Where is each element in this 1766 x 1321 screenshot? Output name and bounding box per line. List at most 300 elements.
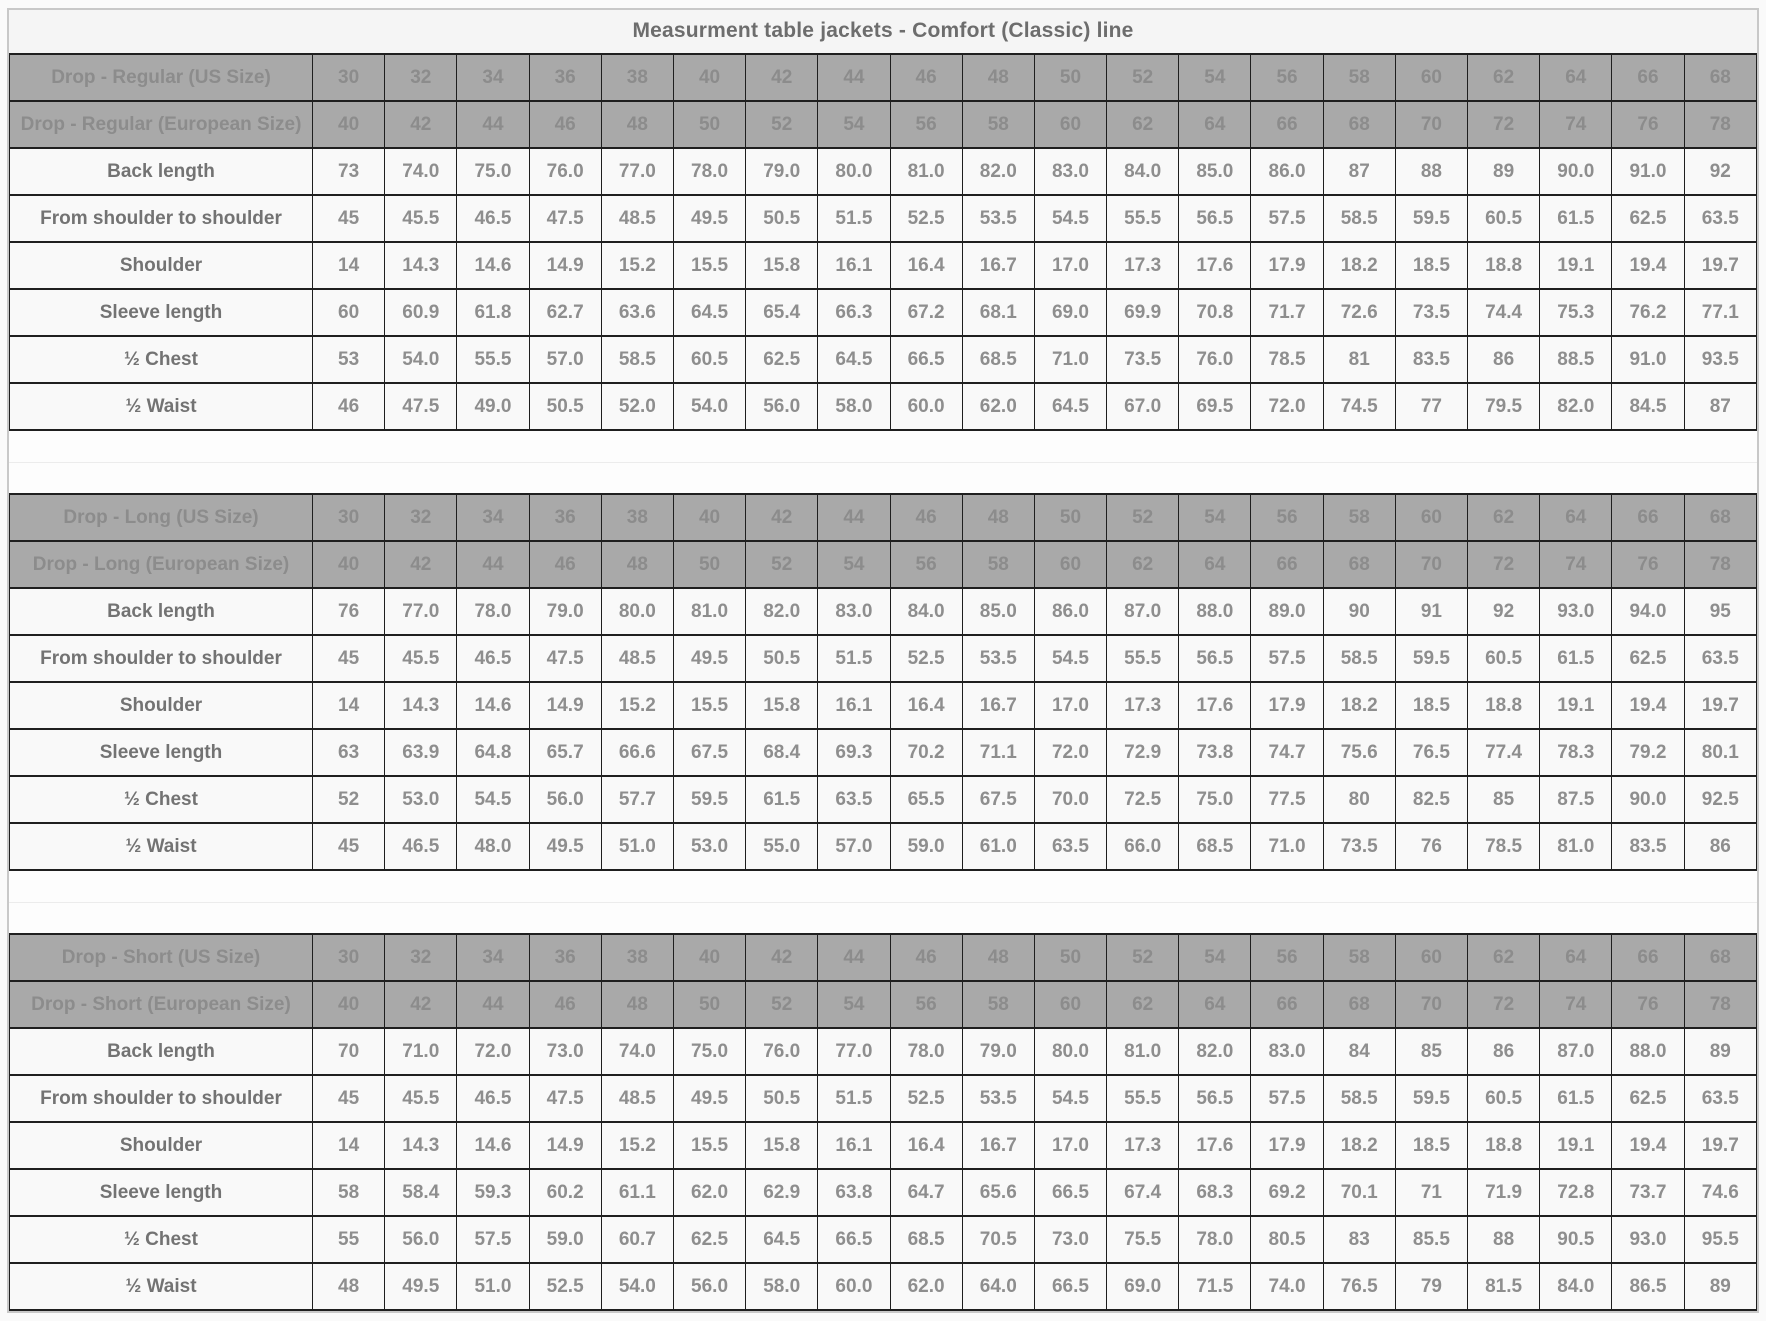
- size-header-cell: 68: [1323, 541, 1395, 588]
- value-cell: 78.5: [1251, 336, 1323, 383]
- value-cell: 62.0: [962, 383, 1034, 430]
- value-cell: 81.0: [890, 148, 962, 195]
- value-cell: 18.2: [1323, 242, 1395, 289]
- value-cell: 93.5: [1684, 336, 1756, 383]
- size-header-cell: 34: [457, 494, 529, 541]
- value-cell: 85.5: [1395, 1216, 1467, 1263]
- value-cell: 17.9: [1251, 242, 1323, 289]
- value-cell: 70.0: [1034, 776, 1106, 823]
- size-header-row-us: [10, 934, 1757, 981]
- value-cell: 58.0: [818, 383, 890, 430]
- measurement-table-drop-short: [9, 933, 1757, 1311]
- value-cell: 79: [1395, 1263, 1467, 1310]
- value-cell: 77: [1395, 383, 1467, 430]
- size-header-cell: 70: [1395, 981, 1467, 1028]
- value-cell: 71.7: [1251, 289, 1323, 336]
- value-cell: 56.0: [746, 383, 818, 430]
- value-cell: 47.5: [529, 635, 601, 682]
- size-header-cell: 72: [1468, 101, 1540, 148]
- value-cell: 16.4: [890, 1122, 962, 1169]
- value-cell: 77.0: [818, 1028, 890, 1075]
- value-cell: 69.0: [1107, 1263, 1179, 1310]
- value-cell: 48.5: [601, 635, 673, 682]
- size-header-cell: 40: [313, 541, 385, 588]
- size-header-cell: 68: [1323, 101, 1395, 148]
- value-cell: 71.0: [385, 1028, 457, 1075]
- value-cell: 54.0: [673, 383, 745, 430]
- value-cell: 47.5: [529, 195, 601, 242]
- row-label: Sleeve length: [10, 289, 313, 336]
- size-header-cell: 56: [1251, 934, 1323, 981]
- value-cell: 49.5: [673, 195, 745, 242]
- value-cell: 87.0: [1107, 588, 1179, 635]
- value-cell: 60.9: [385, 289, 457, 336]
- value-cell: 57.0: [818, 823, 890, 870]
- value-cell: 48: [313, 1263, 385, 1310]
- value-cell: 54.5: [1034, 635, 1106, 682]
- size-header-label: Drop - Long (European Size): [10, 541, 313, 588]
- size-header-label: Drop - Regular (US Size): [10, 54, 313, 101]
- value-cell: 15.2: [601, 1122, 673, 1169]
- size-header-cell: 52: [1107, 54, 1179, 101]
- size-header-cell: 70: [1395, 541, 1467, 588]
- value-cell: 88.0: [1179, 588, 1251, 635]
- value-cell: 92.5: [1684, 776, 1756, 823]
- value-cell: 60.0: [818, 1263, 890, 1310]
- size-header-row-eu: [10, 541, 1757, 588]
- value-cell: 72.0: [1251, 383, 1323, 430]
- value-cell: 66.5: [1034, 1169, 1106, 1216]
- value-cell: 83.5: [1612, 823, 1684, 870]
- value-cell: 72.5: [1107, 776, 1179, 823]
- value-cell: 15.8: [746, 242, 818, 289]
- measurement-table-drop-regular: [9, 53, 1757, 431]
- value-cell: 87: [1323, 148, 1395, 195]
- size-header-cell: 38: [601, 54, 673, 101]
- value-cell: 64.5: [1034, 383, 1106, 430]
- size-header-cell: 40: [313, 101, 385, 148]
- value-cell: 51.0: [457, 1263, 529, 1310]
- value-cell: 81.0: [1540, 823, 1612, 870]
- size-header-cell: 42: [746, 54, 818, 101]
- size-header-cell: 40: [673, 494, 745, 541]
- section-gap: [9, 871, 1757, 933]
- size-header-cell: 66: [1251, 981, 1323, 1028]
- value-cell: 58.5: [1323, 635, 1395, 682]
- value-cell: 61.8: [457, 289, 529, 336]
- value-cell: 78.0: [673, 148, 745, 195]
- size-header-row-eu: [10, 981, 1757, 1028]
- value-cell: 55.5: [1107, 635, 1179, 682]
- value-cell: 67.2: [890, 289, 962, 336]
- value-cell: 57.7: [601, 776, 673, 823]
- value-cell: 91: [1395, 588, 1467, 635]
- value-cell: 95: [1684, 588, 1756, 635]
- value-cell: 76: [1395, 823, 1467, 870]
- value-cell: 75.3: [1540, 289, 1612, 336]
- value-cell: 84.5: [1612, 383, 1684, 430]
- value-cell: 52.5: [890, 195, 962, 242]
- size-header-cell: 48: [962, 934, 1034, 981]
- value-cell: 75.0: [1179, 776, 1251, 823]
- size-header-label: Drop - Long (US Size): [10, 494, 313, 541]
- value-cell: 14.6: [457, 682, 529, 729]
- value-cell: 55.0: [746, 823, 818, 870]
- value-cell: 48.0: [457, 823, 529, 870]
- value-cell: 53.0: [673, 823, 745, 870]
- value-cell: 58.5: [601, 336, 673, 383]
- measurement-row: [10, 635, 1757, 682]
- measurement-row: [10, 729, 1757, 776]
- value-cell: 17.9: [1251, 1122, 1323, 1169]
- value-cell: 16.7: [962, 1122, 1034, 1169]
- size-header-cell: 58: [962, 101, 1034, 148]
- value-cell: 45: [313, 635, 385, 682]
- value-cell: 80.0: [601, 588, 673, 635]
- value-cell: 60.5: [1468, 635, 1540, 682]
- value-cell: 54.0: [385, 336, 457, 383]
- value-cell: 48.5: [601, 195, 673, 242]
- size-header-cell: 34: [457, 54, 529, 101]
- value-cell: 73.0: [529, 1028, 601, 1075]
- value-cell: 72.9: [1107, 729, 1179, 776]
- size-header-cell: 60: [1034, 541, 1106, 588]
- size-header-cell: 44: [457, 981, 529, 1028]
- size-header-cell: 56: [890, 101, 962, 148]
- value-cell: 89: [1684, 1263, 1756, 1310]
- size-header-cell: 52: [746, 101, 818, 148]
- value-cell: 62.9: [746, 1169, 818, 1216]
- value-cell: 45: [313, 823, 385, 870]
- value-cell: 73: [313, 148, 385, 195]
- value-cell: 62.5: [1612, 635, 1684, 682]
- value-cell: 73.5: [1107, 336, 1179, 383]
- value-cell: 52: [313, 776, 385, 823]
- value-cell: 76.0: [746, 1028, 818, 1075]
- value-cell: 18.8: [1468, 242, 1540, 289]
- value-cell: 66.3: [818, 289, 890, 336]
- value-cell: 18.8: [1468, 1122, 1540, 1169]
- value-cell: 52.0: [601, 383, 673, 430]
- size-header-cell: 78: [1684, 981, 1756, 1028]
- value-cell: 82.5: [1395, 776, 1467, 823]
- row-label: ½ Chest: [10, 336, 313, 383]
- value-cell: 54.5: [1034, 195, 1106, 242]
- size-header-cell: 54: [818, 101, 890, 148]
- size-header-cell: 30: [313, 54, 385, 101]
- size-header-cell: 76: [1612, 981, 1684, 1028]
- value-cell: 84.0: [1540, 1263, 1612, 1310]
- size-header-cell: 60: [1395, 934, 1467, 981]
- value-cell: 83.0: [1251, 1028, 1323, 1075]
- value-cell: 69.2: [1251, 1169, 1323, 1216]
- value-cell: 17.0: [1034, 242, 1106, 289]
- measurement-row: [10, 776, 1757, 823]
- value-cell: 46.5: [457, 1075, 529, 1122]
- value-cell: 71: [1395, 1169, 1467, 1216]
- value-cell: 52.5: [529, 1263, 601, 1310]
- size-header-cell: 64: [1540, 494, 1612, 541]
- size-header-cell: 60: [1034, 101, 1106, 148]
- value-cell: 72.8: [1540, 1169, 1612, 1216]
- size-header-cell: 50: [673, 541, 745, 588]
- value-cell: 80: [1323, 776, 1395, 823]
- value-cell: 84.0: [1107, 148, 1179, 195]
- value-cell: 17.3: [1107, 242, 1179, 289]
- size-header-cell: 46: [529, 541, 601, 588]
- size-header-cell: 54: [818, 981, 890, 1028]
- value-cell: 92: [1468, 588, 1540, 635]
- value-cell: 57.5: [1251, 195, 1323, 242]
- value-cell: 74.6: [1684, 1169, 1756, 1216]
- size-header-cell: 60: [1034, 981, 1106, 1028]
- value-cell: 48.5: [601, 1075, 673, 1122]
- value-cell: 89: [1684, 1028, 1756, 1075]
- value-cell: 53.0: [385, 776, 457, 823]
- value-cell: 16.4: [890, 242, 962, 289]
- value-cell: 19.7: [1684, 242, 1756, 289]
- value-cell: 57.0: [529, 336, 601, 383]
- value-cell: 63.5: [1684, 635, 1756, 682]
- value-cell: 54.0: [601, 1263, 673, 1310]
- size-header-cell: 66: [1251, 101, 1323, 148]
- value-cell: 78.0: [1179, 1216, 1251, 1263]
- value-cell: 59.0: [890, 823, 962, 870]
- measurement-row: [10, 1028, 1757, 1075]
- value-cell: 51.5: [818, 195, 890, 242]
- size-header-cell: 62: [1107, 981, 1179, 1028]
- size-header-cell: 44: [457, 541, 529, 588]
- value-cell: 17.6: [1179, 242, 1251, 289]
- value-cell: 59.0: [529, 1216, 601, 1263]
- value-cell: 86.0: [1251, 148, 1323, 195]
- size-header-cell: 56: [890, 541, 962, 588]
- size-header-cell: 44: [818, 494, 890, 541]
- value-cell: 66.0: [1107, 823, 1179, 870]
- value-cell: 16.7: [962, 682, 1034, 729]
- value-cell: 73.7: [1612, 1169, 1684, 1216]
- value-cell: 84: [1323, 1028, 1395, 1075]
- row-label: Shoulder: [10, 242, 313, 289]
- size-header-label: Drop - Short (European Size): [10, 981, 313, 1028]
- value-cell: 86: [1684, 823, 1756, 870]
- value-cell: 80.0: [818, 148, 890, 195]
- value-cell: 78.0: [890, 1028, 962, 1075]
- size-header-cell: 54: [1179, 494, 1251, 541]
- value-cell: 14: [313, 242, 385, 289]
- value-cell: 51.5: [818, 1075, 890, 1122]
- value-cell: 83.5: [1395, 336, 1467, 383]
- size-header-cell: 46: [890, 934, 962, 981]
- size-header-cell: 62: [1468, 494, 1540, 541]
- value-cell: 45: [313, 1075, 385, 1122]
- value-cell: 61.5: [746, 776, 818, 823]
- value-cell: 57.5: [457, 1216, 529, 1263]
- size-header-cell: 74: [1540, 541, 1612, 588]
- value-cell: 17.3: [1107, 1122, 1179, 1169]
- size-header-cell: 54: [1179, 934, 1251, 981]
- size-header-cell: 74: [1540, 101, 1612, 148]
- row-label: ½ Waist: [10, 383, 313, 430]
- size-header-cell: 48: [601, 101, 673, 148]
- value-cell: 93.0: [1612, 1216, 1684, 1263]
- size-header-cell: 58: [1323, 54, 1395, 101]
- value-cell: 81.5: [1468, 1263, 1540, 1310]
- value-cell: 19.1: [1540, 682, 1612, 729]
- size-header-cell: 78: [1684, 541, 1756, 588]
- value-cell: 60.5: [1468, 1075, 1540, 1122]
- value-cell: 87.0: [1540, 1028, 1612, 1075]
- value-cell: 70.5: [962, 1216, 1034, 1263]
- value-cell: 18.2: [1323, 682, 1395, 729]
- size-header-cell: 68: [1323, 981, 1395, 1028]
- value-cell: 54.5: [457, 776, 529, 823]
- measurement-row: [10, 1169, 1757, 1216]
- value-cell: 71.1: [962, 729, 1034, 776]
- value-cell: 76.0: [1179, 336, 1251, 383]
- value-cell: 58: [313, 1169, 385, 1216]
- value-cell: 77.0: [601, 148, 673, 195]
- value-cell: 85: [1395, 1028, 1467, 1075]
- value-cell: 62.5: [1612, 1075, 1684, 1122]
- value-cell: 17.0: [1034, 1122, 1106, 1169]
- size-header-cell: 34: [457, 934, 529, 981]
- size-header-cell: 40: [313, 981, 385, 1028]
- value-cell: 63.5: [818, 776, 890, 823]
- value-cell: 15.5: [673, 1122, 745, 1169]
- value-cell: 55.5: [457, 336, 529, 383]
- size-header-cell: 66: [1251, 541, 1323, 588]
- size-header-cell: 32: [385, 54, 457, 101]
- value-cell: 46.5: [385, 823, 457, 870]
- value-cell: 74.5: [1323, 383, 1395, 430]
- value-cell: 63.9: [385, 729, 457, 776]
- measurement-table-drop-long: [9, 493, 1757, 871]
- value-cell: 90: [1323, 588, 1395, 635]
- value-cell: 47.5: [385, 383, 457, 430]
- value-cell: 68.1: [962, 289, 1034, 336]
- value-cell: 66.5: [890, 336, 962, 383]
- value-cell: 45: [313, 195, 385, 242]
- value-cell: 64.5: [746, 1216, 818, 1263]
- size-header-cell: 64: [1179, 541, 1251, 588]
- value-cell: 63.8: [818, 1169, 890, 1216]
- value-cell: 76.5: [1395, 729, 1467, 776]
- value-cell: 79.5: [1468, 383, 1540, 430]
- value-cell: 49.5: [385, 1263, 457, 1310]
- value-cell: 77.1: [1684, 289, 1756, 336]
- size-header-cell: 36: [529, 934, 601, 981]
- value-cell: 81.0: [1107, 1028, 1179, 1075]
- size-header-cell: 68: [1684, 494, 1756, 541]
- size-header-cell: 52: [746, 981, 818, 1028]
- value-cell: 49.5: [673, 1075, 745, 1122]
- value-cell: 79.0: [746, 148, 818, 195]
- value-cell: 18.5: [1395, 1122, 1467, 1169]
- size-header-cell: 60: [1395, 54, 1467, 101]
- value-cell: 60.2: [529, 1169, 601, 1216]
- size-header-cell: 54: [818, 541, 890, 588]
- size-header-cell: 30: [313, 494, 385, 541]
- value-cell: 15.8: [746, 682, 818, 729]
- value-cell: 71.9: [1468, 1169, 1540, 1216]
- value-cell: 88: [1395, 148, 1467, 195]
- value-cell: 50.5: [746, 635, 818, 682]
- value-cell: 86.5: [1612, 1263, 1684, 1310]
- size-header-cell: 30: [313, 934, 385, 981]
- value-cell: 15.2: [601, 682, 673, 729]
- value-cell: 60.7: [601, 1216, 673, 1263]
- value-cell: 57.5: [1251, 1075, 1323, 1122]
- value-cell: 76.2: [1612, 289, 1684, 336]
- value-cell: 62.0: [890, 1263, 962, 1310]
- value-cell: 95.5: [1684, 1216, 1756, 1263]
- value-cell: 46: [313, 383, 385, 430]
- size-header-cell: 78: [1684, 101, 1756, 148]
- size-header-cell: 46: [890, 494, 962, 541]
- value-cell: 77.5: [1251, 776, 1323, 823]
- value-cell: 14.3: [385, 682, 457, 729]
- value-cell: 69.9: [1107, 289, 1179, 336]
- size-header-cell: 56: [1251, 54, 1323, 101]
- size-header-cell: 32: [385, 934, 457, 981]
- value-cell: 90.0: [1612, 776, 1684, 823]
- value-cell: 67.0: [1107, 383, 1179, 430]
- value-cell: 51.5: [818, 635, 890, 682]
- size-header-cell: 60: [1395, 494, 1467, 541]
- value-cell: 70.1: [1323, 1169, 1395, 1216]
- value-cell: 16.7: [962, 242, 1034, 289]
- row-label: Sleeve length: [10, 1169, 313, 1216]
- row-label: From shoulder to shoulder: [10, 1075, 313, 1122]
- value-cell: 73.5: [1323, 823, 1395, 870]
- value-cell: 83.0: [818, 588, 890, 635]
- value-cell: 45.5: [385, 1075, 457, 1122]
- value-cell: 65.7: [529, 729, 601, 776]
- value-cell: 64.7: [890, 1169, 962, 1216]
- size-header-row-eu: [10, 101, 1757, 148]
- value-cell: 14: [313, 682, 385, 729]
- measurement-row: [10, 588, 1757, 635]
- value-cell: 56.0: [673, 1263, 745, 1310]
- value-cell: 59.5: [1395, 195, 1467, 242]
- value-cell: 76: [313, 588, 385, 635]
- value-cell: 66.6: [601, 729, 673, 776]
- row-label: ½ Waist: [10, 1263, 313, 1310]
- value-cell: 76.5: [1323, 1263, 1395, 1310]
- value-cell: 59.5: [1395, 635, 1467, 682]
- size-header-cell: 44: [818, 934, 890, 981]
- value-cell: 56.0: [529, 776, 601, 823]
- value-cell: 75.0: [673, 1028, 745, 1075]
- value-cell: 68.5: [1179, 823, 1251, 870]
- size-header-cell: 58: [962, 981, 1034, 1028]
- value-cell: 82.0: [1179, 1028, 1251, 1075]
- size-header-cell: 72: [1468, 541, 1540, 588]
- size-header-cell: 46: [529, 101, 601, 148]
- value-cell: 63.6: [601, 289, 673, 336]
- value-cell: 85: [1468, 776, 1540, 823]
- value-cell: 87.5: [1540, 776, 1612, 823]
- value-cell: 54.5: [1034, 1075, 1106, 1122]
- value-cell: 82.0: [746, 588, 818, 635]
- value-cell: 17.6: [1179, 1122, 1251, 1169]
- value-cell: 79.2: [1612, 729, 1684, 776]
- value-cell: 94.0: [1612, 588, 1684, 635]
- value-cell: 60.5: [1468, 195, 1540, 242]
- value-cell: 78.0: [457, 588, 529, 635]
- value-cell: 68.5: [962, 336, 1034, 383]
